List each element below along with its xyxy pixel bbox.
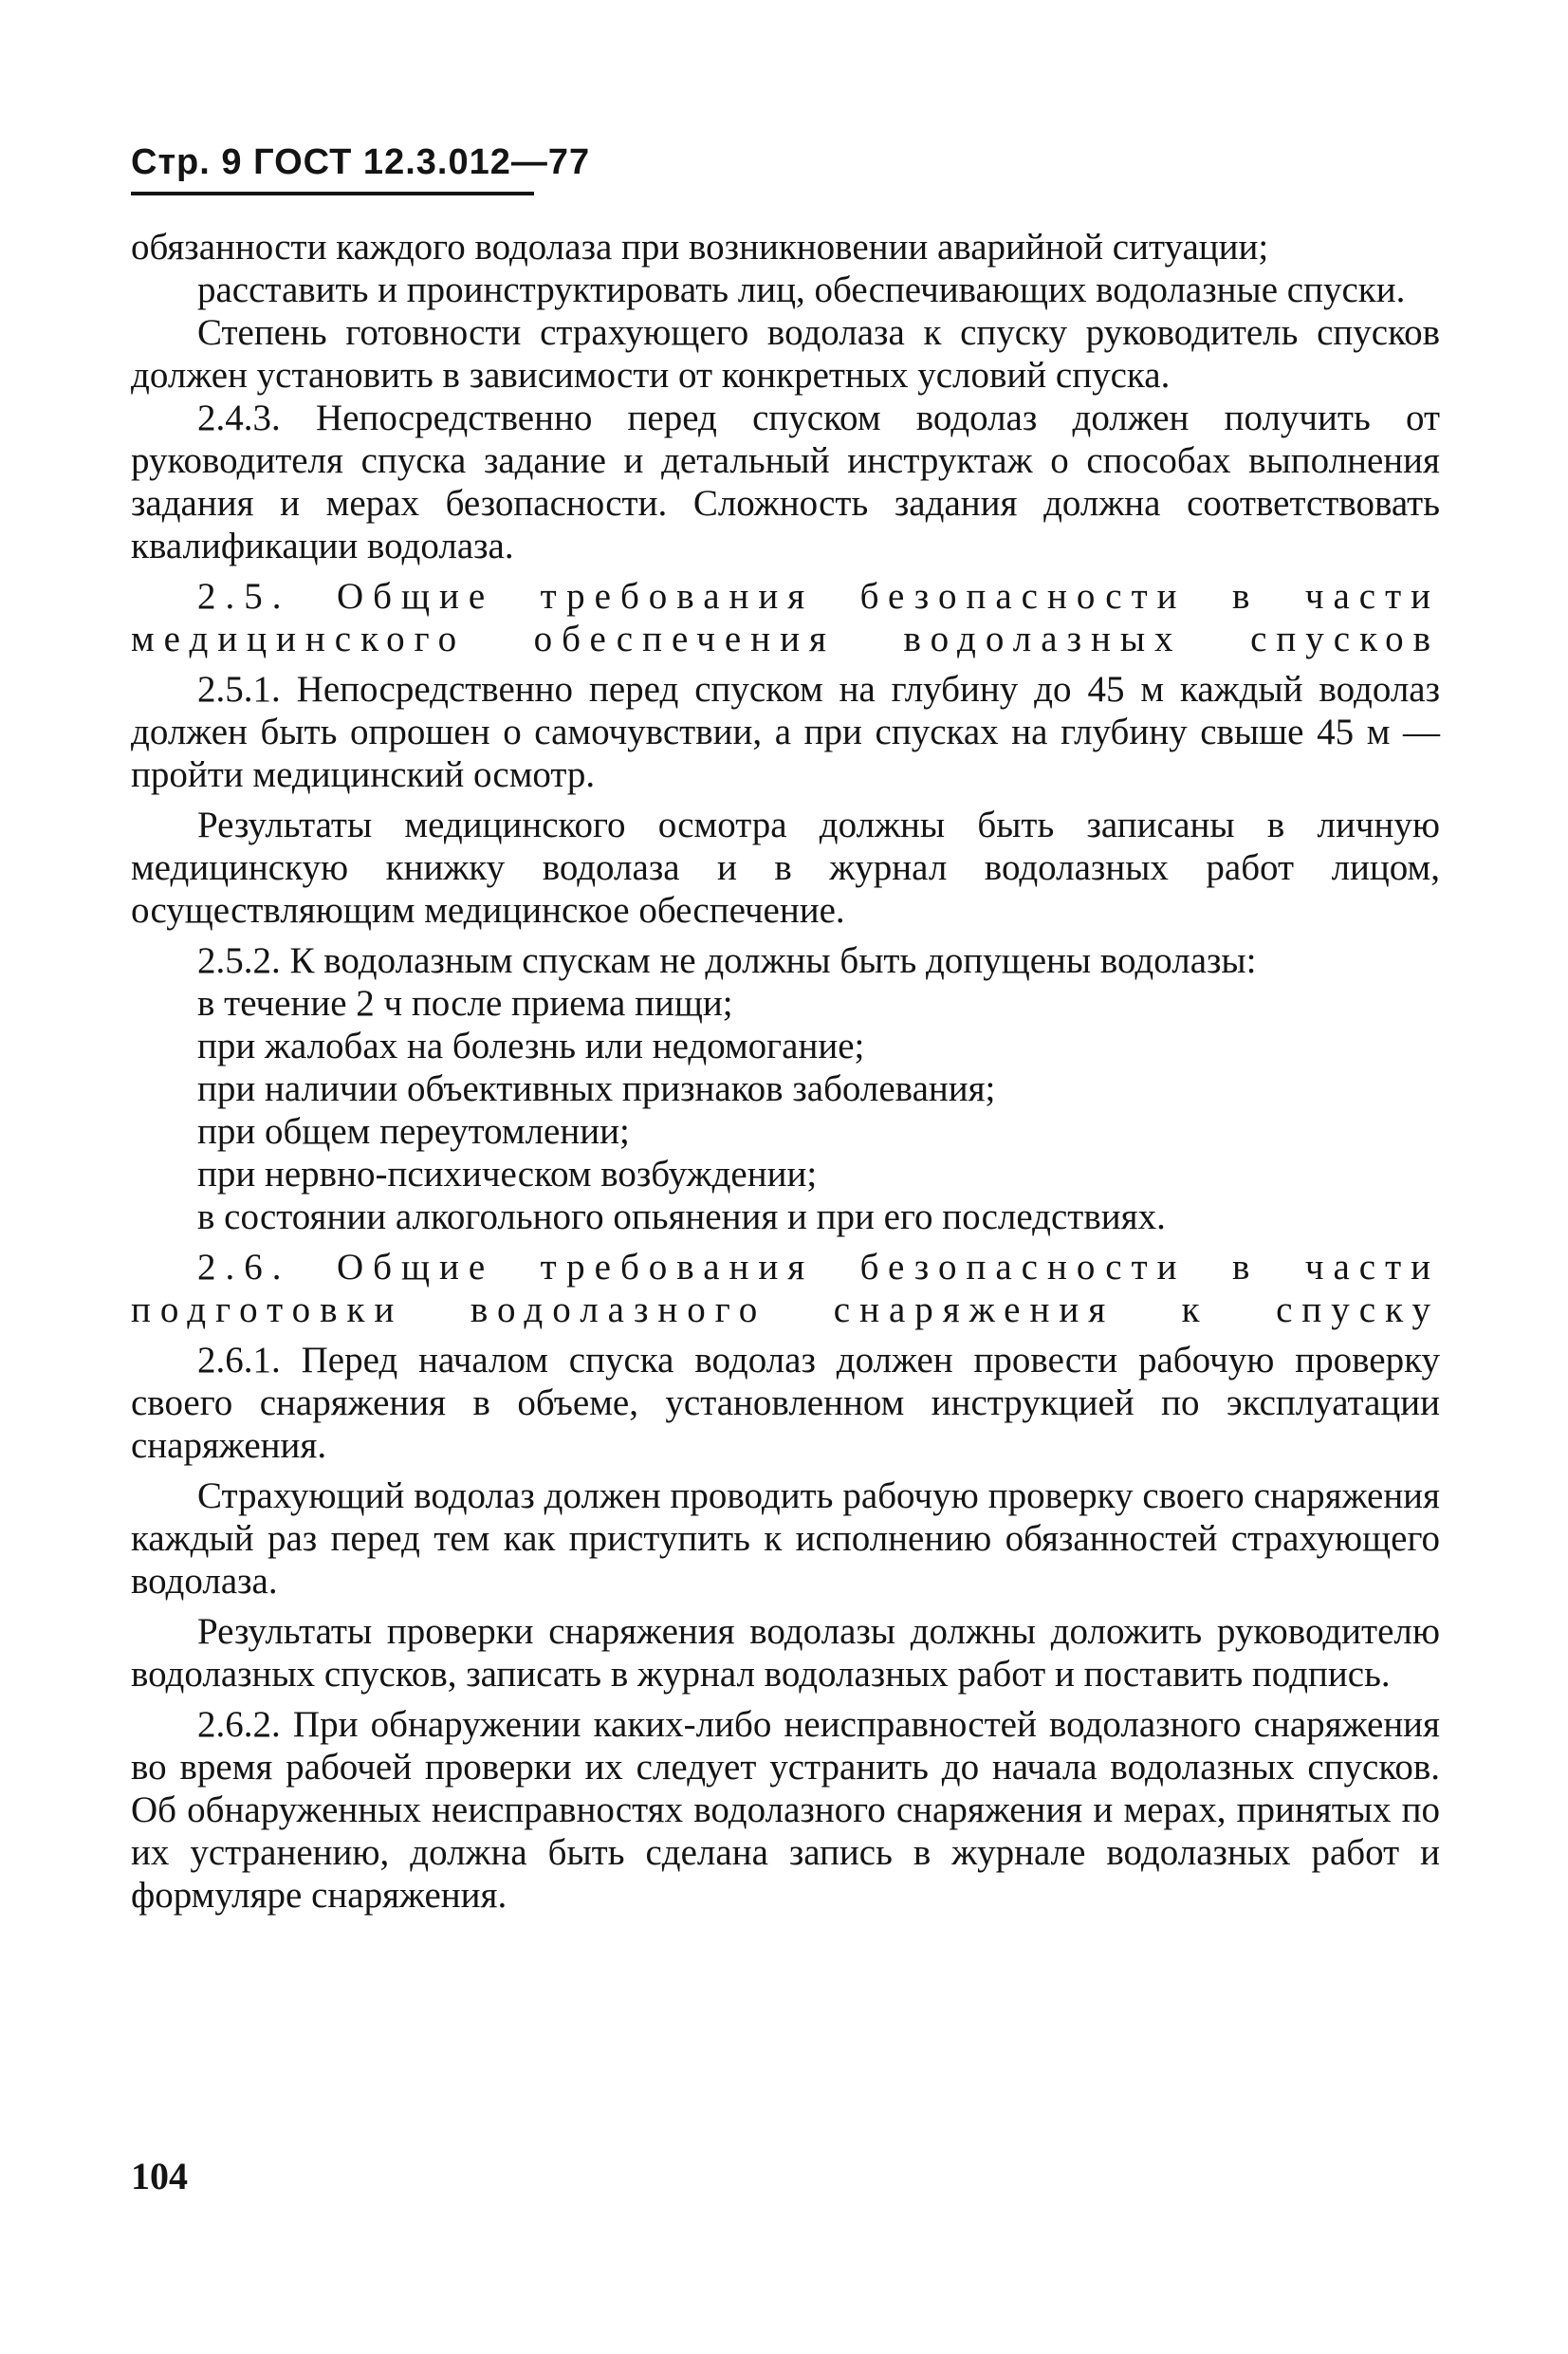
- paragraph: 2.6.2. При обнаружении каких-либо неисправностей водолазного снаряжения во время рабочей проверки их следует устранить до начала водолазных спусков. Об обнаруженных неисправностях водолазного снаряжения и мерах, принятых по их устранению, должна быть сделана запись в журнале водолазных работ и формуляре снаряжения.: [131, 1704, 1440, 1916]
- paragraph: 2.5.1. Непосредственно перед спуском на глубину до 45 м каждый водолаз должен быть опрошен о самочувствии, а при спусках на глубину свыше 45 м — пройти медицинский осмотр.: [131, 669, 1440, 795]
- paragraph: Результаты проверки снаряжения водолазы должны доложить руководителю водолазных спусков, записать в журнал водолазных работ и поставить подпись.: [131, 1611, 1440, 1695]
- list-item: в состоянии алкогольного опьянения и при его последствиях.: [197, 1196, 1166, 1237]
- header-rule: [131, 192, 534, 195]
- list-item: в течение 2 ч после приема пищи;: [197, 983, 733, 1024]
- paragraph: 2.5.2. К водолазным спускам не должны быть допущены водолазы:: [197, 940, 1257, 981]
- page-number: 104: [131, 2155, 188, 2197]
- list-item: при жалобах на болезнь или недомогание;: [197, 1026, 865, 1066]
- paragraph: Страхующий водолаз должен проводить рабочую проверку своего снаряжения каждый раз перед тем как приступить к исполнению обязанностей страхующего водолаза.: [131, 1475, 1440, 1602]
- list-item: при наличии объективных признаков заболевания;: [197, 1068, 996, 1109]
- section-heading: 2.6. Общие требования безопасности в части подготовки водолазного снаряжения к спуску: [131, 1247, 1440, 1330]
- paragraph: Результаты медицинского осмотра должны быть записаны в личную медицинскую книжку водолаза и в журнал водолазных работ лицом, осуществляющим медицинское обеспечение.: [131, 805, 1440, 931]
- paragraph: расставить и проинструктировать лиц, обеспечивающих водолазные спуски.: [197, 269, 1406, 310]
- paragraph: Степень готовности страхующего водолаза к спуску руководитель спусков должен установить в зависимости от конкретных условий спуска.: [131, 312, 1440, 396]
- section-heading: 2.5. Общие требования безопасности в части медицинского обеспечения водолазных спусков: [131, 576, 1440, 659]
- list-item: при общем переутомлении;: [197, 1111, 630, 1152]
- document-body: [131, 226, 1440, 1917]
- list-item: при нервно-психическом возбуждении;: [197, 1154, 818, 1195]
- paragraph: 2.4.3. Непосредственно перед спуском водолаз должен получить от руководителя спуска задание и детальный инструктаж о способах выполнения задания и мерах безопасности. Сложность задания должна соответствовать квалификации водолаза.: [131, 398, 1440, 566]
- page-header: Стр. 9 ГОСТ 12.3.012—77: [131, 142, 591, 182]
- paragraph: 2.6.1. Перед началом спуска водолаз должен провести рабочую проверку своего снаряжения в объеме, установленном инструкцией по эксплуатации снаряжения.: [131, 1340, 1440, 1466]
- paragraph: обязанности каждого водолаза при возникновении аварийной ситуации;: [131, 227, 1269, 268]
